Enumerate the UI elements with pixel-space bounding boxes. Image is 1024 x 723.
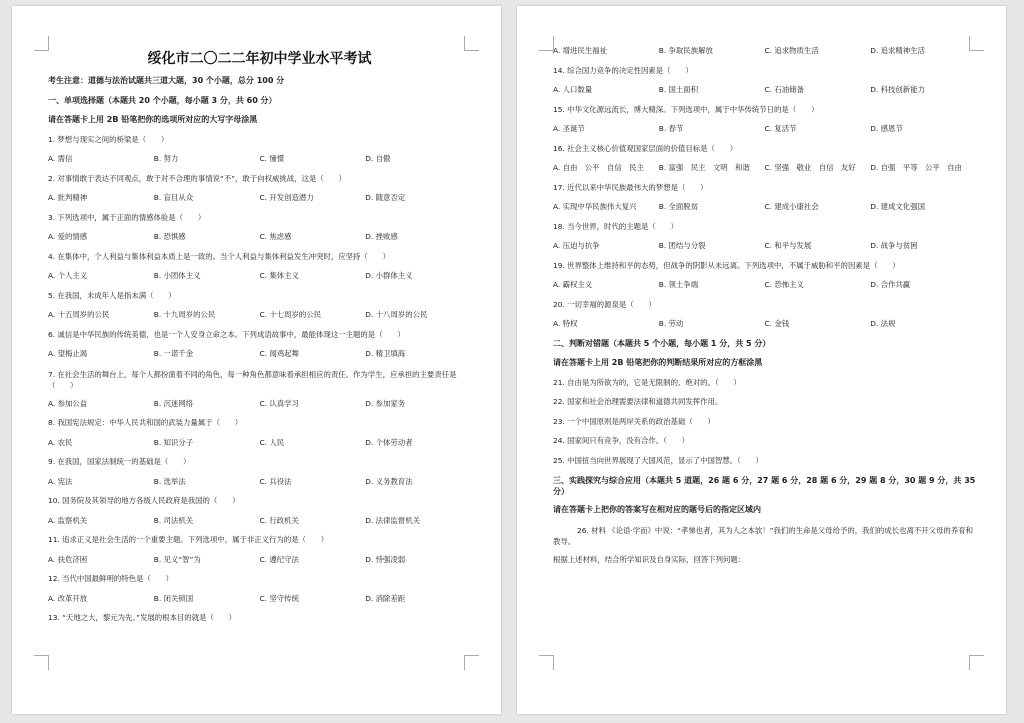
question-text: 7. 在社会生活的舞台上，每个人都扮演着不同的角色，每一种角色都意味着承担相应的责任。作为学生，应承担的主要责任是（ ） (48, 369, 457, 390)
option: D. 恃强凌弱 (365, 554, 406, 564)
question-text: 16. 社会主义核心价值观国家层面的价值目标是（ ） (553, 143, 738, 153)
option: B. 劳动 (658, 319, 684, 328)
option: C. 憧憬 (259, 154, 285, 163)
option: D. 十八周岁的公民 (365, 310, 428, 319)
section-1-instruction: 请在答题卡上用 2B 铅笔把你的选项所对应的大写字母涂黑 (48, 115, 258, 124)
option: C. 石油储备 (764, 85, 804, 94)
option: A. 参加公益 (48, 398, 88, 408)
section-2-instruction: 请在答题卡上用 2B 铅笔把你的判断结果所对应的方框涂黑 (553, 358, 763, 367)
option: C. 遵纪守法 (259, 554, 299, 564)
option-row (48, 477, 471, 486)
option: C. 建成小康社会 (764, 202, 819, 211)
section-3-instruction: 请在答题卡上把你的答案写在相对应的题号后的指定区域内 (553, 505, 761, 514)
margin-corner-bottom-right (969, 655, 984, 670)
option: D. 法规 (870, 319, 896, 328)
option: B. 小团体主义 (153, 271, 201, 280)
option: B. 努力 (153, 154, 179, 163)
option: D. 建成文化强国 (870, 202, 925, 211)
option: D. 随意否定 (365, 193, 406, 202)
option-row (48, 349, 471, 358)
margin-corner-bottom-left (34, 655, 49, 670)
option: C. 金钱 (764, 319, 790, 328)
question-list-page-2 (553, 66, 976, 329)
option: C. 坚强 敬业 自信 友好 (764, 163, 856, 172)
option: D. 法律监督机关 (365, 515, 420, 525)
true-false-item: 22. 国家和社会治理需要法律和道德共同发挥作用。 (553, 397, 723, 406)
exam-title: 绥化市二〇二二年初中学业水平考试 (147, 51, 372, 67)
option: B. 领土争端 (658, 280, 699, 289)
option: C. 开发创造潜力 (259, 193, 314, 202)
option: A. 压迫与抗争 (553, 241, 600, 250)
option-row (553, 163, 976, 172)
question-text: 15. 中华文化源远流长，博大精深。下列选项中，属于中华传统节日的是（ ） (553, 104, 819, 114)
option: C. 坚守传统 (259, 593, 299, 603)
option: D. 挫败感 (365, 232, 398, 241)
option: C. 人民 (259, 437, 285, 447)
option: D. 合作共赢 (870, 280, 911, 289)
option: C. 认真学习 (259, 398, 299, 408)
margin-corner-top-left (34, 36, 49, 51)
question-text: 5. 在我国，未成年人是指未满（ ） (48, 290, 176, 300)
option: B. 恐惧感 (153, 232, 186, 241)
option: B. 沉迷网络 (153, 398, 194, 408)
option: B. 选举法 (153, 476, 186, 486)
option: A. 人口数量 (553, 85, 593, 94)
option-row (553, 280, 976, 289)
option: D. 个体劳动者 (365, 437, 413, 447)
question-text: 19. 世界整体上维持和平的态势，但战争的阴影从未远离。下列选项中，不属于威胁和平的因素是（ ） (553, 260, 900, 270)
section-3-header: 三、实践探究与综合应用（本题共 5 道题，26 题 6 分，27 题 6 分，28 题 6 分，29 题 8 分，30 题 9 分，共 35 分） (553, 476, 976, 496)
option: B. 富强 民主 文明 和谐 (658, 163, 750, 172)
option: A. 圣诞节 (553, 124, 585, 133)
question-text: 8. 我国宪法规定：中华人民共和国的武装力量属于（ ） (48, 418, 243, 427)
option: B. 国土面积 (658, 85, 699, 94)
option: D. 参加家务 (365, 398, 406, 408)
option: A. 农民 (48, 437, 73, 447)
option: A. 改革开放 (48, 593, 88, 603)
option: C. 焦虑感 (259, 232, 292, 241)
question-text: 1. 梦想与现实之间的桥梁是（ ） (48, 134, 169, 144)
question-text: 20. 一切幸福的源泉是（ ） (553, 299, 656, 309)
option: A. 霸权主义 (553, 280, 593, 289)
option-row (48, 438, 471, 447)
section-2-header: 二、判断对错题（本题共 5 个小题，每小题 1 分，共 5 分） (553, 338, 771, 348)
option-row (48, 555, 471, 564)
option-row (48, 516, 471, 525)
option-row (48, 154, 471, 163)
option: D. 战争与贫困 (870, 241, 918, 250)
option-row (553, 202, 976, 211)
option: D. 精卫填海 (365, 349, 406, 358)
true-false-item: 21. 自由是为所欲为的，它是无限制的、绝对的。（ ） (553, 377, 741, 387)
true-false-item: 25. 中国扭当向世界展现了大国风范，显示了中国智慧。（ ） (553, 455, 763, 465)
option: B. 知识分子 (153, 437, 194, 447)
option: A. 实现中华民族伟大复兴 (553, 202, 637, 211)
option: B. 全面脱贫 (658, 202, 699, 211)
option: C. 集体主义 (259, 271, 299, 280)
option: A. 自由 公平 自信 民主 (553, 163, 644, 172)
option: A. 宪法 (48, 476, 73, 486)
option-row (553, 85, 976, 94)
option: A. 特权 (553, 319, 578, 328)
option: C. 和平与发展 (764, 241, 812, 250)
option: A. 十五周岁的公民 (48, 310, 110, 319)
question-text: 14. 综合国力竞争的决定性因素是（ ） (553, 65, 693, 75)
option: A. 监察机关 (48, 515, 88, 525)
question-text: 2. 对事情敢于表达不同观点，敢于对不合理的事情说“不”，敢于向权威挑战，这是（ ） (48, 173, 346, 183)
question-text: 4. 在集体中，个人利益与集体利益本质上是一致的。当个人利益与集体利益发生冲突时，应坚持（ ） (48, 251, 390, 261)
exam-page-1 (12, 6, 501, 714)
exam-notice: 考生注意：道德与法治试题共三道大题，30 个小题，总分 100 分 (48, 76, 285, 85)
option: A. 增进民生福祉 (553, 46, 607, 55)
option: A. 个人主义 (48, 271, 88, 280)
question-26-material: 26. 材料 《论语·学而》中说：“孝悌也者，其为人之本欤！”我们的生命是父母给予的，我们的成长也离不开父母的养育和教导。 (553, 525, 973, 546)
option: B. 司法机关 (153, 515, 194, 525)
question-text: 3. 下列选项中，属于正面的情感体验是（ ） (48, 212, 206, 222)
option-row (48, 594, 471, 603)
option: C. 行政机关 (259, 515, 299, 525)
question-list-page-1 (48, 135, 471, 623)
option: B. 春节 (658, 124, 684, 133)
option-row (48, 310, 471, 319)
question-text: 18. 当今世界，时代的主题是（ ） (553, 221, 678, 231)
option: B. 盲目从众 (153, 193, 194, 202)
option: C. 十七周岁的公民 (259, 310, 322, 319)
true-false-item: 24. 国家间只有竞争，没有合作。（ ） (553, 436, 690, 445)
question-text: 12. 当代中国最鲜明的特色是（ ） (48, 574, 173, 583)
option: B. 一诺千金 (153, 349, 194, 358)
option-row (48, 193, 471, 202)
option: D. 自强 平等 公平 自由 (870, 163, 962, 172)
question-13-options (553, 46, 976, 55)
option-row (553, 241, 976, 250)
option-row (553, 319, 976, 328)
section-1-header: 一、单项选择题（本题共 20 个小题，每小题 3 分，共 60 分） (48, 95, 277, 105)
true-false-item: 23. 一个中国原则是两岸关系的政治基础（ ） (553, 416, 715, 426)
option: A. 爱的情感 (48, 232, 88, 241)
option: C. 闻鸡起舞 (259, 349, 299, 358)
option: D. 小群体主义 (365, 271, 413, 280)
question-26-prompt: 根据上述材料，结合所学知识及自身实际，回答下列问题： (553, 554, 746, 564)
option: C. 恐怖主义 (764, 280, 804, 289)
option: C. 兵役法 (259, 476, 292, 486)
option-row (48, 399, 471, 408)
option: D. 自傲 (365, 154, 391, 163)
option: D. 感恩节 (870, 124, 903, 133)
option: B. 闭关锁国 (153, 593, 194, 603)
option: B. 见义“智”为 (153, 554, 201, 564)
question-text: 9. 在我国，国家法制统一的基础是（ ） (48, 457, 191, 466)
option: B. 团结与分裂 (658, 241, 706, 250)
option-row (48, 271, 471, 280)
question-text: 6. 诚信是中华民族的传统美德，也是一个人安身立命之本。下列成语故事中，最能体现这一主题的是（ ） (48, 329, 405, 339)
margin-corner-bottom-right (464, 655, 479, 670)
option: B. 十九周岁的公民 (153, 310, 216, 319)
question-text: 10. 国务院及其领导的地方各级人民政府是我国的（ ） (48, 496, 240, 505)
option: D. 科技创新能力 (870, 85, 925, 94)
option: A. 望梅止渴 (48, 349, 88, 358)
question-text: 13. “天地之大，黎元为先。”发展的根本目的就是（ ） (48, 613, 237, 622)
margin-corner-bottom-left (539, 655, 554, 670)
option-row (48, 232, 471, 241)
question-text: 17. 近代以来中华民族最伟大的梦想是（ ） (553, 182, 708, 192)
option: A. 需信 (48, 154, 73, 163)
option: B. 争取民族解放 (658, 46, 713, 55)
option: C. 追求物质生活 (764, 46, 819, 55)
option: D. 追求精神生活 (870, 46, 925, 55)
margin-corner-top-left (539, 36, 554, 51)
option: D. 消除差距 (365, 593, 406, 603)
option: C. 复活节 (764, 124, 797, 133)
question-text: 11. 追求正义是社会生活的一个重要主题。下列选项中，属于非正义行为的是（ ） (48, 535, 329, 544)
option: A. 批判精神 (48, 193, 88, 202)
exam-page-2 (517, 6, 1006, 714)
true-false-list (553, 378, 976, 465)
option-row (553, 124, 976, 133)
option: A. 扶危济困 (48, 554, 88, 564)
option: D. 义务教育法 (365, 476, 413, 486)
